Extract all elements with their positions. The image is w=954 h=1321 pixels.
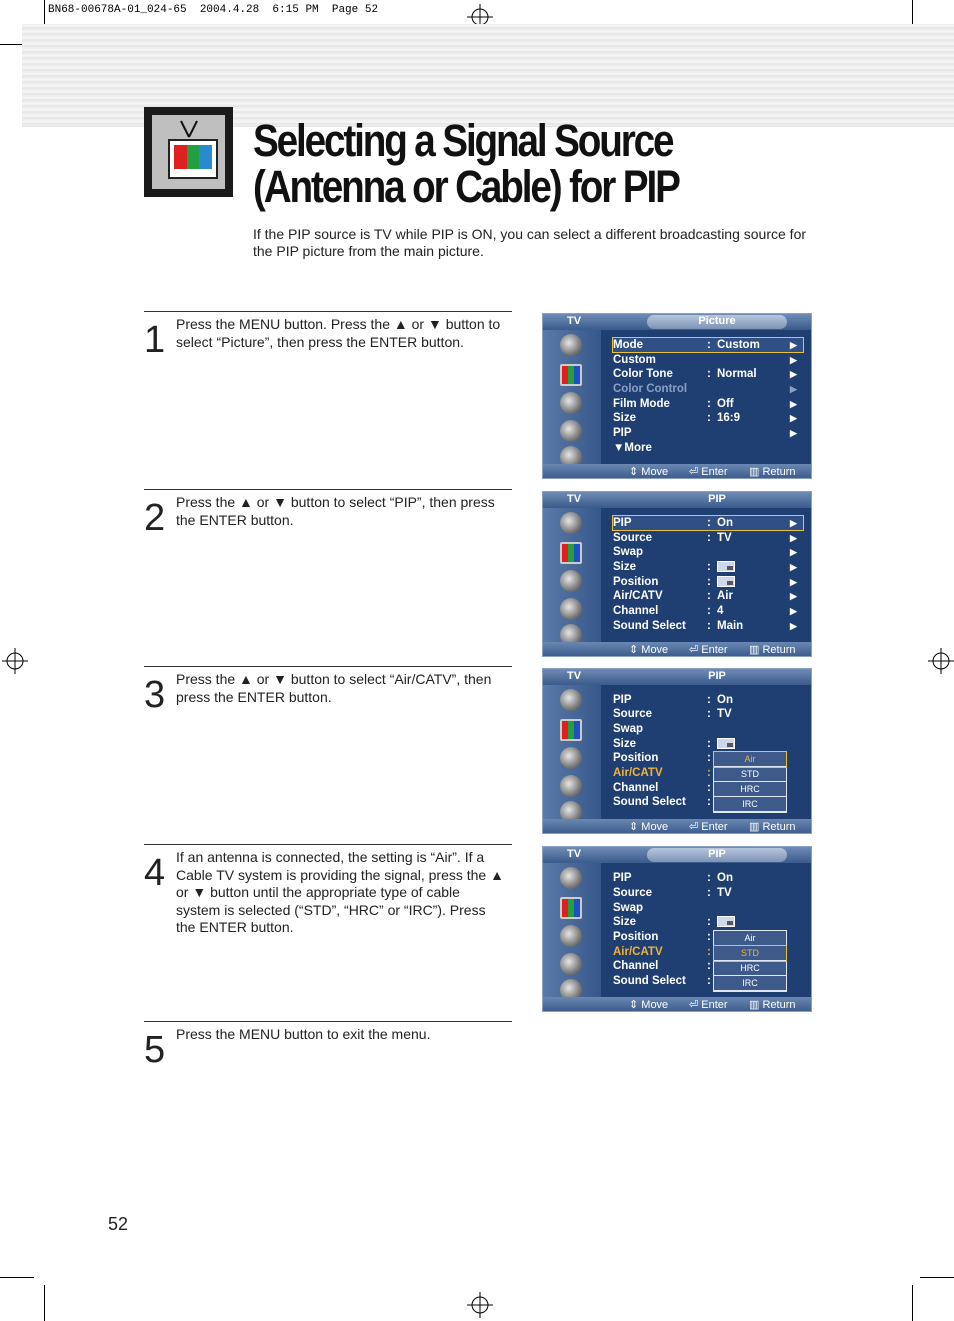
step-number: 5 xyxy=(144,1029,166,1071)
step-1 xyxy=(144,311,512,361)
osd-row-channel[interactable]: Channel : xyxy=(613,782,711,794)
step-text: Press the ▲ or ▼ button to select “Air/CATV”, then press the ENTER button. xyxy=(176,671,492,705)
sound-icon xyxy=(560,392,582,414)
osd-row-channel[interactable]: Channel : 4 ▶ xyxy=(613,605,797,617)
channel-icon xyxy=(560,953,582,975)
channel-icon xyxy=(560,775,582,797)
pip-size-icon xyxy=(717,738,735,749)
osd-row-film-mode[interactable]: Film Mode : Off ▶ xyxy=(613,398,797,410)
step-text: Press the ▲ or ▼ button to select “PIP”, then press the ENTER button. xyxy=(176,494,495,528)
picture-icon xyxy=(560,542,582,564)
osd-tab-title: PIP xyxy=(708,493,726,505)
osd-row-swap[interactable]: Swap xyxy=(613,902,644,914)
osd-row-color-tone[interactable]: Color Tone : Normal ▶ xyxy=(613,368,797,380)
air-catv-dropdown[interactable] xyxy=(713,930,787,992)
osd-row-sound-select[interactable]: Sound Select : xyxy=(613,796,711,808)
crop-mark xyxy=(912,1285,913,1321)
osd-row-custom[interactable]: Custom ▶ xyxy=(613,354,797,366)
osd-row-mode[interactable]: Mode : Custom ▶ xyxy=(613,338,803,352)
osd-tab-title: Picture xyxy=(698,315,736,327)
osd-sidebar xyxy=(543,863,601,997)
osd-row-source[interactable]: Source : TV xyxy=(613,708,732,720)
option-std[interactable]: STD xyxy=(714,767,786,782)
osd-row-air-catv[interactable]: Air/CATV : Air ▶ xyxy=(613,590,797,602)
osd-sidebar xyxy=(543,685,601,819)
step-5 xyxy=(144,1021,512,1071)
tv-icon xyxy=(144,107,233,197)
osd-row-channel[interactable]: Channel : xyxy=(613,960,711,972)
osd-pip-air-catv-std-menu xyxy=(542,846,812,1012)
osd-return-hint: ▥ Return xyxy=(749,999,796,1011)
osd-tv-label: TV xyxy=(567,670,582,682)
input-icon xyxy=(560,512,582,534)
step-number: 3 xyxy=(144,674,166,716)
osd-picture-menu xyxy=(542,313,812,479)
osd-enter-hint: ⏎ Enter xyxy=(689,466,728,478)
osd-move-hint: ⇕ Move xyxy=(629,644,669,656)
registration-mark-icon xyxy=(928,648,954,674)
pip-position-icon xyxy=(717,576,735,587)
option-irc[interactable]: IRC xyxy=(714,797,786,812)
step-text: Press the MENU button. Press the ▲ or ▼ button to select “Picture”, then press the ENTER button. xyxy=(176,316,501,350)
osd-row-more[interactable]: ▼More xyxy=(613,442,652,454)
channel-icon xyxy=(560,420,582,442)
osd-move-hint: ⇕ Move xyxy=(629,999,669,1011)
osd-return-hint: ▥ Return xyxy=(749,821,796,833)
osd-row-sound-select[interactable]: Sound Select : Main ▶ xyxy=(613,620,797,632)
crop-mark xyxy=(0,1277,34,1278)
step-number: 2 xyxy=(144,497,166,539)
step-text: Press the MENU button to exit the menu. xyxy=(176,1026,431,1042)
osd-row-pip[interactable]: PIP : On ▶ xyxy=(613,516,803,530)
osd-row-air-catv[interactable]: Air/CATV : xyxy=(613,767,711,779)
osd-enter-hint: ⏎ Enter xyxy=(689,821,728,833)
print-slug: BN68-00678A-01_024-65 2004.4.28 6:15 PM Page 52 xyxy=(48,4,379,16)
osd-row-position[interactable]: Position : xyxy=(613,931,711,943)
pip-size-icon xyxy=(717,561,735,572)
osd-sidebar xyxy=(543,330,601,464)
crop-mark xyxy=(920,1277,954,1278)
osd-row-size[interactable]: Size : xyxy=(613,915,803,929)
osd-tab-title: PIP xyxy=(708,670,726,682)
osd-row-swap[interactable]: Swap xyxy=(613,723,644,735)
page-title: Selecting a Signal Source (Antenna or Cable) for PIP xyxy=(253,115,679,212)
osd-tv-label: TV xyxy=(567,493,582,505)
osd-enter-hint: ⏎ Enter xyxy=(689,999,728,1011)
sound-icon xyxy=(560,925,582,947)
intro-text: If the PIP source is TV while PIP is ON, you can select a different broadcasting source for the PIP picture from the main picture. xyxy=(253,226,807,259)
picture-icon xyxy=(560,719,582,741)
osd-row-air-catv[interactable]: Air/CATV : xyxy=(613,946,711,958)
osd-sidebar xyxy=(543,508,601,642)
osd-row-source[interactable]: Source : TV ▶ xyxy=(613,532,797,544)
osd-move-hint: ⇕ Move xyxy=(629,821,669,833)
registration-mark-icon xyxy=(467,1292,493,1318)
osd-row-position[interactable]: Position : ▶ xyxy=(613,576,797,588)
osd-row-position[interactable]: Position : xyxy=(613,752,711,764)
pip-size-icon xyxy=(717,916,735,927)
option-air[interactable]: Air xyxy=(714,752,786,767)
osd-pip-air-catv-menu xyxy=(542,668,812,834)
input-icon xyxy=(560,334,582,356)
input-icon xyxy=(560,689,582,711)
option-hrc[interactable]: HRC xyxy=(714,961,786,976)
osd-tv-label: TV xyxy=(567,315,582,327)
air-catv-dropdown[interactable] xyxy=(713,751,787,813)
osd-row-size[interactable]: Size : ▶ xyxy=(613,561,797,573)
step-3 xyxy=(144,666,512,716)
osd-row-pip[interactable]: PIP : On xyxy=(613,872,733,884)
picture-icon xyxy=(560,897,582,919)
osd-row-pip[interactable]: PIP : On xyxy=(613,694,733,706)
registration-mark-icon xyxy=(2,648,28,674)
picture-icon xyxy=(560,364,582,386)
crop-mark xyxy=(44,1285,45,1321)
option-std[interactable]: STD xyxy=(714,946,786,961)
channel-icon xyxy=(560,598,582,620)
osd-row-size[interactable]: Size : xyxy=(613,737,803,751)
osd-row-swap[interactable]: Swap ▶ xyxy=(613,546,797,558)
osd-row-size[interactable]: Size : 16:9 ▶ xyxy=(613,412,797,424)
osd-move-hint: ⇕ Move xyxy=(629,466,669,478)
osd-return-hint: ▥ Return xyxy=(749,644,796,656)
osd-enter-hint: ⏎ Enter xyxy=(689,644,728,656)
osd-tab-title: PIP xyxy=(708,848,726,860)
page-number: 52 xyxy=(108,1214,129,1234)
osd-row-color-control: Color Control ▶ xyxy=(613,383,797,395)
option-irc[interactable]: IRC xyxy=(714,976,786,991)
osd-pip-menu xyxy=(542,491,812,657)
step-number: 1 xyxy=(144,319,166,361)
osd-return-hint: ▥ Return xyxy=(749,466,796,478)
option-air[interactable]: Air xyxy=(714,931,786,946)
osd-row-sound-select[interactable]: Sound Select : xyxy=(613,975,711,987)
sound-icon xyxy=(560,570,582,592)
input-icon xyxy=(560,867,582,889)
step-2 xyxy=(144,489,512,539)
step-number: 4 xyxy=(144,852,166,894)
osd-row-source[interactable]: Source : TV xyxy=(613,887,732,899)
osd-row-pip[interactable]: PIP ▶ xyxy=(613,427,797,439)
step-4 xyxy=(144,844,512,935)
osd-tv-label: TV xyxy=(567,848,582,860)
step-text: If an antenna is connected, the setting is “Air”. If a Cable TV system is providing the signal, press the ▲ or ▼ button until the appropriate type of cable system is selected (“STD”, “HRC” or “IRC”). Press the ENTER button. xyxy=(176,849,504,935)
sound-icon xyxy=(560,747,582,769)
option-hrc[interactable]: HRC xyxy=(714,782,786,797)
